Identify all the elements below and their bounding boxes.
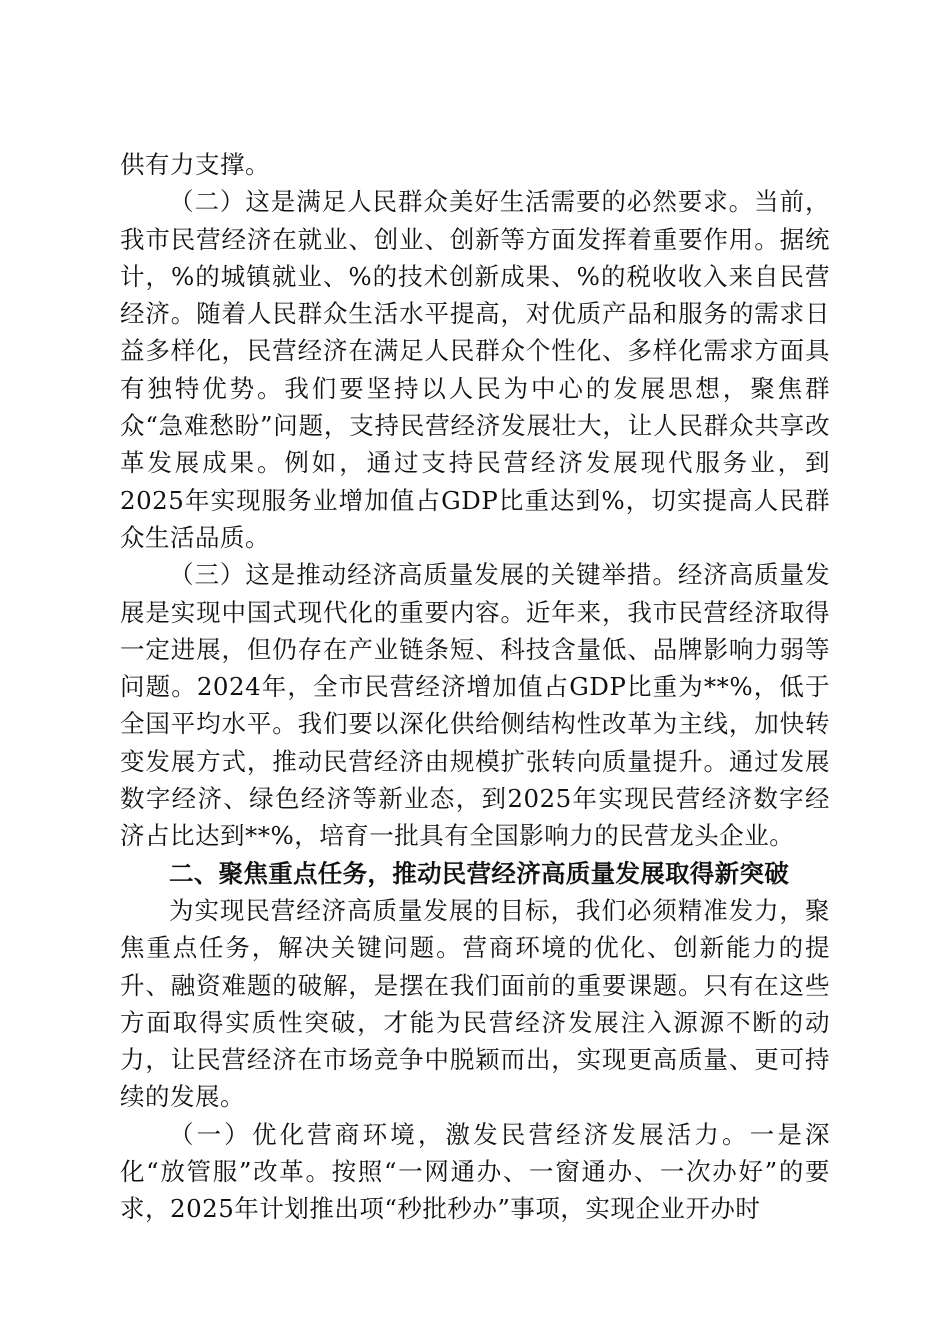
- paragraph-section-3: [120, 556, 830, 854]
- paragraph-intro-part-2: 为实现民营经济高质量发展的目标，我们必须精准发力，聚焦重点任务，解决关键问题。营商环境的优化、创新能力的提升、融资难题的破解，是摆在我们面前的重要课题。只有在这些方面取得实质性突破，才能为民营经济发展注入源源不断的动力，让民营经济在市场竞争中脱颖而出，实现更高质量、更可持续的发展。: [120, 895, 830, 1112]
- heading-part-2: 二、聚焦重点任务，推动民营经济高质量发展取得新突破: [169, 858, 789, 888]
- paragraph-continuation: 供有力支撑。: [120, 150, 270, 179]
- subsection-1-lead: （一）优化营商环境，激发民营经济发展活力。: [169, 1119, 750, 1149]
- section-3-lead: （三）这是推动经济高质量发展的关键举措。: [169, 560, 678, 590]
- paragraph-subsection-1: [120, 1116, 830, 1228]
- section-3-body: 经济高质量发展是实现中国式现代化的重要内容。近年来，我市民营经济取得一定进展，但仍存在产业链条短、科技含量低、品牌影响力弱等问题。2024年，全市民营经济增加值占GDP比重为**%，低于全国平均水平。我们要以深化供给侧结构性改革为主线，加快转变发展方式，推动民营经济由规模扩张转向质量提升。通过发展数字经济、绿色经济等新业态，到2025年实现民营经济数字经济占比达到**%，培育一批具有全国影响力的民营龙头企业。: [120, 560, 831, 851]
- paragraph-section-2: [120, 183, 830, 556]
- section-2-body: 当前，我市民营经济在就业、创业、创新等方面发挥着重要作用。据统计，%的城镇就业、%的技术创新成果、%的税收收入来自民营经济。随着人民群众生活水平提高，对优质产品和服务的需求日益多样化，民营经济在满足人民群众个性化、多样化需求方面具有独特优势。我们要坚持以人民为中心的发展思想，聚焦群众“急难愁盼”问题，支持民营经济发展壮大，让人民群众共享改革发展成果。例如，通过支持民营经济发展现代服务业，到2025年实现服务业增加值占GDP比重达到%，切实提高人民群众生活品质。: [120, 187, 831, 552]
- section-2-lead: （二）这是满足人民群众美好生活需要的必然要求。: [169, 187, 755, 217]
- subsection-1-body: 一是深化“放管服”改革。按照“一网通办、一窗通办、一次办好”的要求，2025年计划推出项“秒批秒办”事项，实现企业开办时: [120, 1119, 831, 1224]
- document-page: [120, 146, 830, 1228]
